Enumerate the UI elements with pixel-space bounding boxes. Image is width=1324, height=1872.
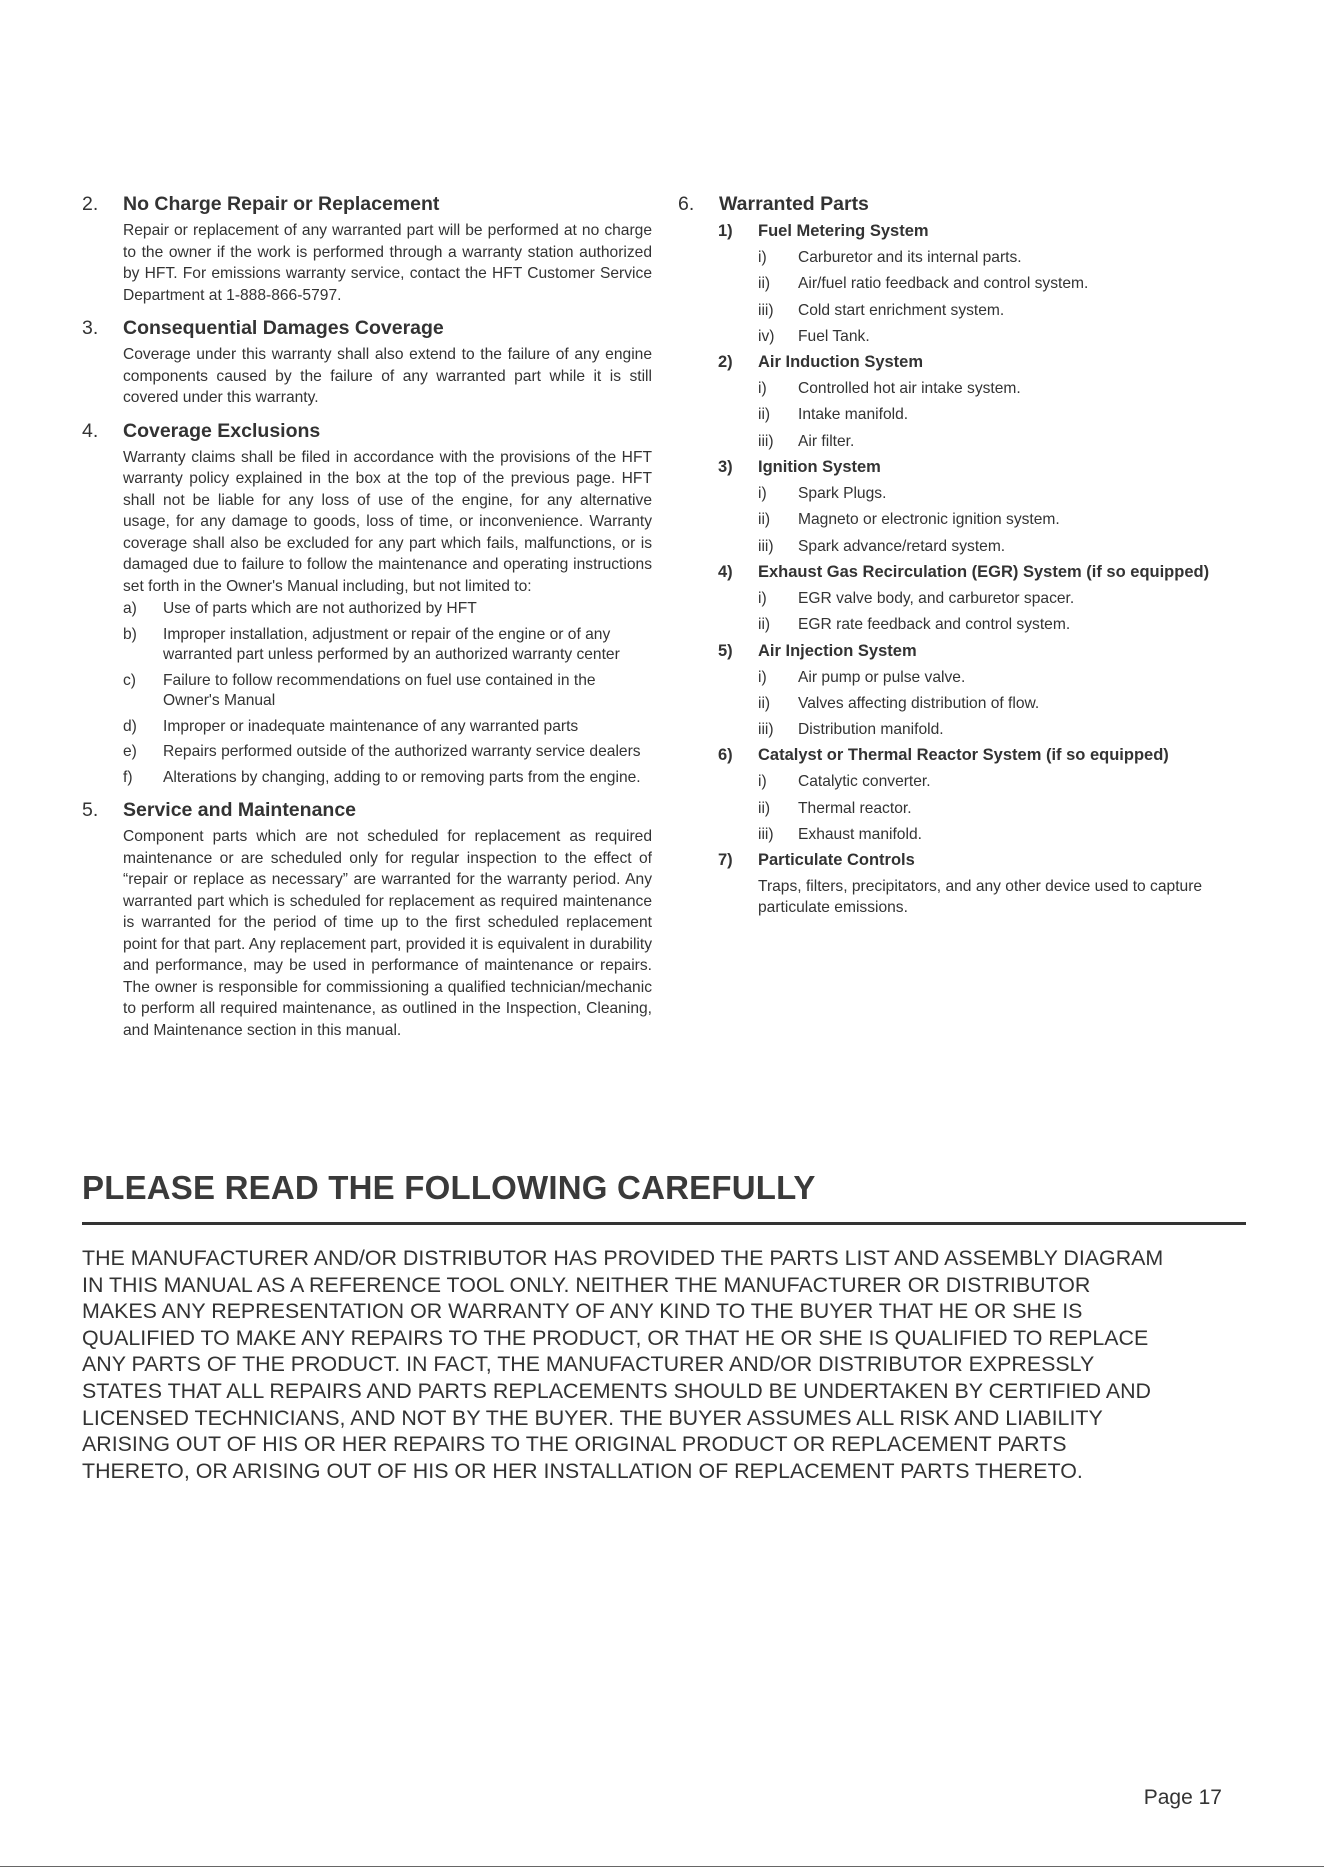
list-marker: c) [123, 671, 136, 689]
list-item [758, 247, 1248, 268]
section-title: Consequential Damages Coverage [123, 317, 444, 339]
group-number: 7) [718, 851, 733, 870]
part-group-catalyst [718, 745, 1248, 845]
exclusion-list [123, 599, 652, 788]
list-item-text: Exhaust manifold. [798, 826, 922, 844]
list-marker: iii) [758, 301, 774, 319]
list-item [758, 798, 1248, 819]
list-item [123, 671, 652, 712]
list-marker: i) [758, 249, 767, 266]
section-title: Service and Maintenance [123, 799, 357, 821]
list-marker: iv) [758, 327, 775, 345]
notice-line: LICENSED TECHNICIANS, AND NOT BY THE BUYER. THE BUYER ASSUMES ALL RISK AND LIABILITY [82, 1405, 1103, 1430]
group-title: Particulate Controls [758, 851, 915, 870]
list-item [123, 625, 652, 666]
list-marker: b) [123, 625, 137, 643]
list-item-text: Air pump or pulse valve. [798, 668, 966, 686]
part-group-air-injection [718, 641, 1248, 741]
list-item-text: Distribution manifold. [798, 721, 944, 739]
list-item-text: Intake manifold. [798, 406, 909, 424]
list-item-text: Catalytic converter. [798, 773, 931, 791]
list-item-text: Air/fuel ratio feedback and control system. [798, 275, 1089, 293]
list-item [758, 771, 1248, 792]
list-item-text: Failure to follow recommendations on fuel use contained in the Owner's Manual [163, 671, 596, 709]
list-marker: ii) [758, 406, 771, 424]
part-group-air-induction [718, 352, 1248, 452]
section-body: Coverage under this warranty shall also extend to the failure of any engine components caused by the failure of any warranted part while it is still covered under this warranty. [123, 346, 652, 406]
section-number: 2. [82, 193, 99, 215]
list-marker: ii) [758, 799, 771, 817]
section-body: Component parts which are not scheduled for replacement as required maintenance or are scheduled only for regular inspection to the effect of “repair or replace as necessary” are warranted for the warranty period. Any warranted part which is scheduled for replacement as required maintenance is warranted for the period of time up to the first scheduled replacement point for that part. Any replacement part, provided it is equivalent in durability and performance, may be used in performance of maintenance or repairs. The owner is responsible for commissioning a qualified technician/mechanic to perform all required maintenance, as outlined in the Inspection, Cleaning, and Maintenance section in this manual. [123, 828, 652, 1039]
group-title: Catalyst or Thermal Reactor System (if so equipped) [758, 746, 1169, 765]
notice-line: ANY PARTS OF THE PRODUCT. IN FACT, THE MANUFACTURER AND/OR DISTRIBUTOR EXPRESSLY [82, 1352, 1095, 1377]
list-item [758, 273, 1248, 294]
group-number: 3) [718, 458, 733, 477]
group-title: Fuel Metering System [758, 222, 929, 240]
list-item-text: EGR rate feedback and control system. [798, 616, 1071, 634]
list-marker: i) [758, 380, 767, 398]
notice-line: THE MANUFACTURER AND/OR DISTRIBUTOR HAS PROVIDED THE PARTS LIST AND ASSEMBLY DIAGRAM [82, 1246, 1164, 1270]
group-title: Air Induction System [758, 353, 924, 372]
section-number: 5. [82, 799, 99, 821]
list-item [758, 667, 1248, 688]
notice-line: THERETO, OR ARISING OUT OF HIS OR HER INSTALLATION OF REPLACEMENT PARTS THERETO. [82, 1458, 1083, 1483]
list-item-text: Spark Plugs. [798, 485, 887, 503]
list-marker: i) [758, 589, 767, 607]
section-service-maintenance [82, 798, 652, 1041]
section-consequential-damages [82, 316, 652, 409]
part-group-egr [718, 562, 1248, 635]
list-marker: i) [758, 668, 767, 686]
list-item [758, 483, 1248, 504]
list-item [758, 719, 1248, 740]
list-marker: ii) [758, 616, 771, 634]
section-number: 4. [82, 419, 99, 442]
group-title: Exhaust Gas Recirculation (EGR) System (if so equipped) [758, 562, 1210, 581]
notice-divider [82, 1222, 1246, 1225]
list-marker: ii) [758, 275, 771, 293]
list-item [758, 431, 1248, 452]
group-title: Ignition System [758, 458, 881, 477]
list-item-text: Improper or inadequate maintenance of any warranted parts [163, 717, 579, 735]
list-item [758, 378, 1248, 399]
list-item [758, 509, 1248, 530]
list-item-text: Fuel Tank. [798, 327, 870, 345]
left-column [82, 192, 652, 1051]
notice-line: STATES THAT ALL REPAIRS AND PARTS REPLACEMENTS SHOULD BE UNDERTAKEN BY CERTIFIED AND [82, 1378, 1152, 1403]
list-item [758, 326, 1248, 347]
list-marker: e) [123, 743, 137, 760]
section-body: Repair or replacement of any warranted part will be performed at no charge to the owner if the work is performed through a warranty station authorized by HFT. For emissions warranty service, contact the HFT Customer Service Department at 1-888-866-5797. [123, 222, 652, 304]
group-number: 4) [718, 562, 733, 581]
list-item-text: Spark advance/retard system. [798, 537, 1006, 555]
list-item-text: Carburetor and its internal parts. [798, 249, 1022, 266]
notice-line: ARISING OUT OF HIS OR HER REPAIRS TO THE ORIGINAL PRODUCT OR REPLACEMENT PARTS [82, 1432, 1067, 1457]
right-column [678, 192, 1248, 918]
list-item [123, 768, 652, 789]
list-item-text: Use of parts which are not authorized by HFT [163, 600, 477, 617]
group-title: Air Injection System [758, 641, 917, 660]
group-number: 2) [718, 353, 733, 372]
list-item [758, 404, 1248, 425]
list-item-text: Valves affecting distribution of flow. [798, 694, 1040, 712]
list-item [758, 300, 1248, 321]
list-marker: d) [123, 717, 137, 735]
section-coverage-exclusions [82, 419, 652, 789]
list-item [123, 717, 652, 738]
section-number: 3. [82, 317, 99, 339]
part-group-ignition [718, 457, 1248, 557]
section-warranted-parts-heading [678, 192, 1248, 217]
section-body: Warranty claims shall be filed in accordance with the provisions of the HFT warranty policy explained in the box at the top of the previous page. HFT shall not be liable for any loss of use of the engine, for any alternative usage, for any damage to goods, loss of time, or inconvenience. Warranty coverage shall also be excluded for any part which fails, malfunctions, or is damaged due to failure to follow the maintenance and operating instructions set forth in the Owner's Manual including, but not limited to: [123, 448, 652, 595]
list-item [758, 536, 1248, 557]
notice-body [82, 1245, 1246, 1484]
list-marker: i) [758, 485, 767, 503]
section-title: Warranted Parts [719, 193, 869, 215]
notice-block [82, 1168, 1246, 1484]
list-marker: ii) [758, 694, 771, 712]
group-body: Traps, filters, precipitators, and any other device used to capture particulate emissions. [758, 878, 1203, 917]
notice-line: IN THIS MANUAL AS A REFERENCE TOOL ONLY. NEITHER THE MANUFACTURER OR DISTRIBUTOR [82, 1272, 1091, 1297]
notice-line: QUALIFIED TO MAKE ANY REPAIRS TO THE PRODUCT, OR THAT HE OR SHE IS QUALIFIED TO REPLACE [82, 1325, 1149, 1350]
list-item [123, 742, 652, 763]
section-title: Coverage Exclusions [123, 419, 321, 442]
section-no-charge-repair [82, 192, 652, 306]
list-item [758, 588, 1248, 609]
part-group-particulate [718, 850, 1248, 918]
section-number: 6. [678, 193, 695, 215]
list-item [758, 824, 1248, 845]
group-number: 1) [718, 222, 733, 240]
list-item-text: Repairs performed outside of the authorized warranty service dealers [163, 743, 641, 760]
list-item-text: Cold start enrichment system. [798, 301, 1005, 319]
page-bottom-divider [0, 1866, 1324, 1867]
list-item-text: EGR valve body, and carburetor spacer. [798, 589, 1075, 607]
list-item-text: Thermal reactor. [798, 799, 912, 817]
notice-line: MAKES ANY REPRESENTATION OR WARRANTY OF ANY KIND TO THE BUYER THAT HE OR SHE IS [82, 1299, 1083, 1324]
list-item-text: Magneto or electronic ignition system. [798, 511, 1060, 529]
list-item-text: Air filter. [798, 432, 855, 450]
group-number: 5) [718, 641, 733, 660]
list-marker: iii) [758, 432, 774, 450]
list-marker: i) [758, 773, 767, 791]
list-item [758, 693, 1248, 714]
list-marker: ii) [758, 511, 771, 529]
list-item-text: Improper installation, adjustment or repair of the engine or of any warranted part unless performed by an authorized warranty center [163, 625, 620, 663]
group-number: 6) [718, 746, 733, 765]
list-marker: iii) [758, 721, 774, 739]
list-marker: a) [123, 600, 137, 617]
page-number: Page 17 [1143, 1786, 1222, 1809]
list-item-text: Alterations by changing, adding to or removing parts from the engine. [163, 768, 641, 786]
list-marker: f) [123, 768, 133, 786]
list-item [758, 614, 1248, 635]
part-group-fuel-metering [718, 221, 1248, 347]
list-item-text: Controlled hot air intake system. [798, 380, 1021, 398]
section-title: No Charge Repair or Replacement [123, 193, 440, 215]
list-marker: iii) [758, 826, 774, 844]
notice-title: PLEASE READ THE FOLLOWING CAREFULLY [82, 1169, 816, 1206]
list-marker: iii) [758, 537, 774, 555]
list-item [123, 599, 652, 620]
